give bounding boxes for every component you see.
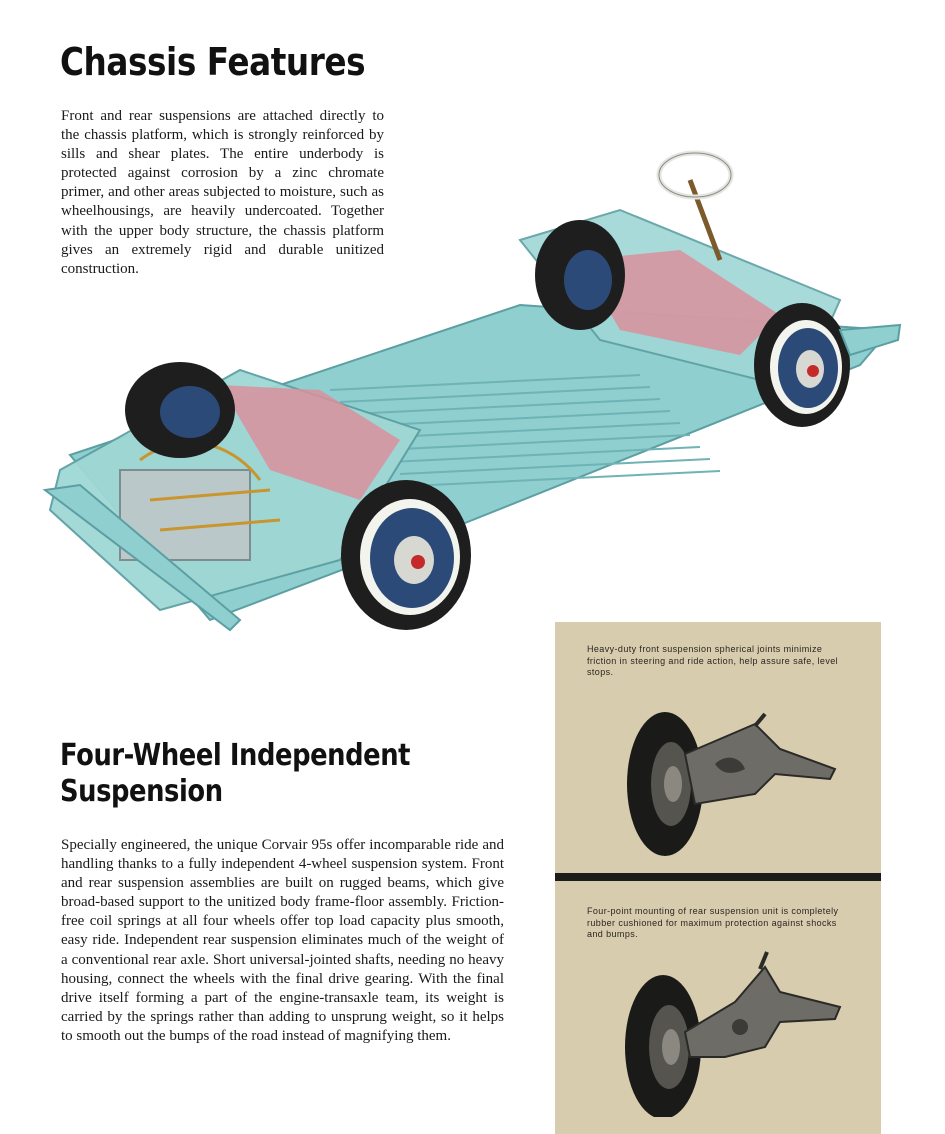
rear-right-wheel	[341, 480, 471, 630]
chassis-features-heading: Chassis Features	[60, 40, 366, 84]
suspension-heading: Four-Wheel Independent Suspension	[60, 738, 411, 809]
panel-divider	[555, 873, 881, 881]
suspension-photo-panel	[555, 622, 881, 1134]
chassis-features-paragraph: Front and rear suspensions are attached directly to the chassis platform, which is strongly reinforced by sills and shear plates. The entire underbody is protected against corrosion by a zinc chromate primer, and other areas subjected to moisture, such as wheelhousings, are heavily undercoated. Together with the upper body structure, the chassis platform gives an extremely rigid and durable unitized construction.	[61, 108, 384, 277]
front-left-wheel	[535, 220, 625, 330]
front-right-wheel	[754, 303, 850, 427]
chassis-illustration	[40, 140, 910, 640]
rear-suspension-photo	[605, 947, 845, 1117]
front-suspension-photo	[605, 694, 845, 864]
rear-suspension-caption: Four-point mounting of rear suspension unit is completely rubber cushioned for maximum protection against shocks and bumps.	[587, 906, 839, 939]
suspension-paragraph: Specially engineered, the unique Corvair 95s offer incomparable ride and handling thanks to a fully independent 4-wheel suspension system. Front and rear suspension assemblies are built on rugged beams, which give broad-based support to the unitized body frame-floor assembly. Friction-free coil springs at all four wheels offer top load capacity plus smooth, easy ride. Independent rear suspension eliminates much of the weight of a conventional rear axle. Short universal-jointed shafts, needing no heavy housing, connect the wheels with the final drive gearing. With the final drive itself forming a part of the engine-transaxle team, its weight is carried by the springs rather than adding to unsprung weight, so it helps to smooth out the bumps of the road instead of magnifying them.	[61, 837, 504, 1044]
front-suspension-caption: Heavy-duty front suspension spherical joints minimize friction in steering and ride action, help assure safe, level stops.	[587, 644, 839, 677]
rear-left-wheel	[125, 362, 235, 458]
